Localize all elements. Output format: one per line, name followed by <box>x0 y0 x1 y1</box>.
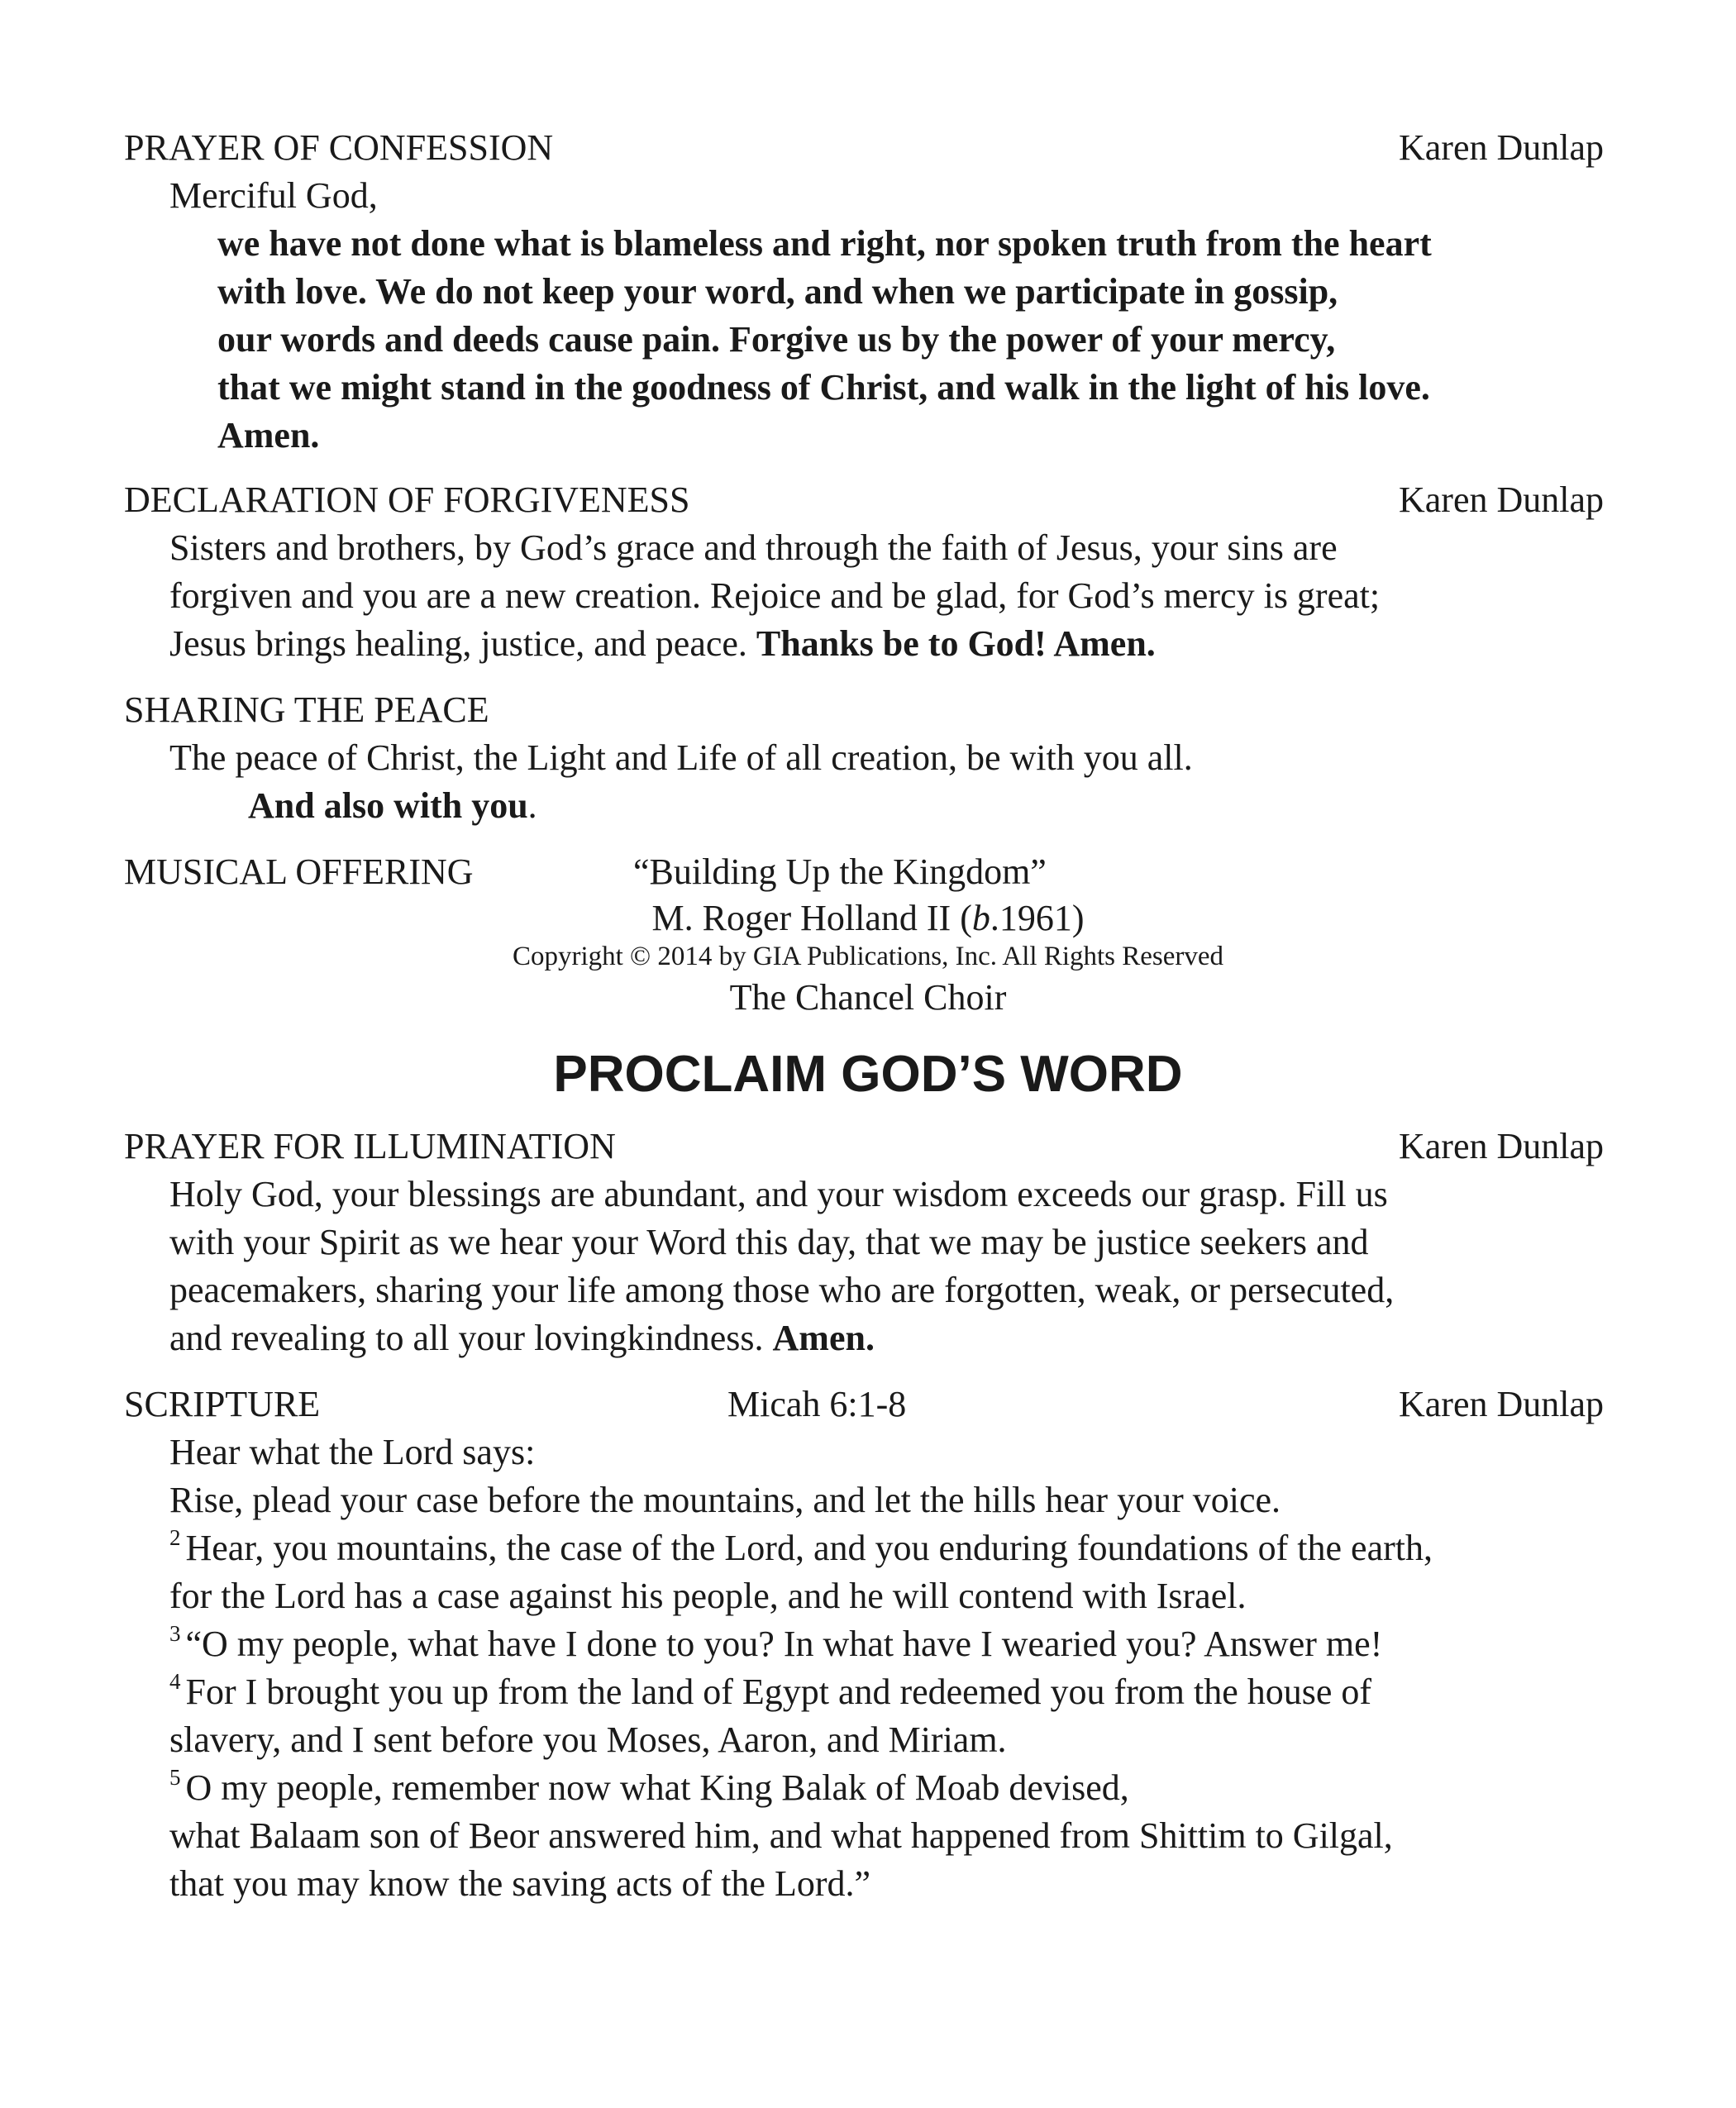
musical-copyright: Copyright © 2014 by GIA Publications, Inc. All Rights Reserved <box>512 942 1224 971</box>
verse-number: 3 <box>169 1621 181 1646</box>
confession-intro: Merciful God, <box>169 175 378 216</box>
musical-heading: MUSICAL OFFERING <box>124 851 474 892</box>
musical-performer: The Chancel Choir <box>729 977 1007 1018</box>
scripture-verse-5 <box>169 1764 1129 1812</box>
scripture-reference: Micah 6:1-8 <box>727 1384 907 1424</box>
verse-text: O my people, remember now what King Balak of Moab devised, <box>185 1767 1129 1808</box>
scripture-verse-5-cont: what Balaam son of Beor answered him, and what happened from Shittim to Gilgal, <box>169 1815 1393 1856</box>
scripture-leader: Karen Dunlap <box>1398 1384 1604 1424</box>
verse-text: “O my people, what have I done to you? In what have I wearied you? Answer me! <box>185 1624 1383 1664</box>
forgiveness-response: Thanks be to God! Amen. <box>756 623 1156 664</box>
section-title: PROCLAIM GOD’S WORD <box>553 1046 1183 1103</box>
forgiveness-leader: Karen Dunlap <box>1398 479 1604 520</box>
verse-number: 5 <box>169 1765 181 1790</box>
scripture-verse-2-cont: for the Lord has a case against his people, and he will contend with Israel. <box>169 1576 1247 1616</box>
verse-text: Hear, you mountains, the case of the Lord, and you enduring foundations of the earth, <box>185 1528 1433 1568</box>
illumination-line: with your Spirit as we hear your Word this day, that we may be justice seekers and <box>169 1222 1369 1262</box>
illumination-line: Holy God, your blessings are abundant, and your wisdom exceeds our grasp. Fill us <box>169 1174 1388 1214</box>
confession-line: our words and deeds cause pain. Forgive us by the power of your mercy, <box>217 319 1336 360</box>
illumination-heading: PRAYER FOR ILLUMINATION <box>124 1126 616 1166</box>
illumination-line: peacemakers, sharing your life among those who are forgotten, weak, or persecuted, <box>169 1270 1395 1310</box>
illumination-last-line <box>169 1314 875 1362</box>
forgiveness-last-line <box>169 620 1156 668</box>
musical-header <box>124 848 1604 896</box>
forgiveness-line: Jesus brings healing, justice, and peace. <box>169 623 747 664</box>
musical-composer <box>0 894 1736 942</box>
forgiveness-line: forgiven and you are a new creation. Rejoice and be glad, for God’s mercy is great; <box>169 575 1381 616</box>
scripture-verse-3 <box>169 1620 1382 1668</box>
confession-line: Amen. <box>217 415 320 455</box>
confession-line: that we might stand in the goodness of Christ, and walk in the light of his love. <box>217 367 1430 408</box>
peace-response-period: . <box>527 785 537 826</box>
scripture-verse-1: Rise, plead your case before the mountains, and let the hills hear your voice. <box>169 1480 1281 1520</box>
forgiveness-line: Sisters and brothers, by God’s grace and through the faith of Jesus, your sins are <box>169 527 1338 568</box>
confession-line: we have not done what is blameless and right, nor spoken truth from the heart <box>217 223 1432 264</box>
composer-name: M. Roger Holland II ( <box>651 898 972 938</box>
peace-response: And also with you <box>248 785 528 826</box>
peace-line: The peace of Christ, the Light and Life of all creation, be with you all. <box>169 737 1193 778</box>
scripture-verse-4 <box>169 1668 1371 1716</box>
confession-line: with love. We do not keep your word, and when we participate in gossip, <box>217 271 1338 312</box>
confession-leader: Karen Dunlap <box>1398 127 1604 168</box>
peace-heading: SHARING THE PEACE <box>124 689 489 730</box>
confession-heading: PRAYER OF CONFESSION <box>124 127 554 168</box>
musical-title: “Building Up the Kingdom” <box>633 851 1047 892</box>
scripture-verse-4-cont: slavery, and I sent before you Moses, Aaron, and Miriam. <box>169 1719 1007 1760</box>
verse-number: 2 <box>169 1525 181 1550</box>
composer-year: .1961) <box>990 898 1085 938</box>
forgiveness-header <box>124 476 1604 524</box>
scripture-verse-5-cont: that you may know the saving acts of the Lord.” <box>169 1863 871 1904</box>
forgiveness-heading: DECLARATION OF FORGIVENESS <box>124 479 690 520</box>
illumination-line: and revealing to all your lovingkindness. <box>169 1318 764 1358</box>
illumination-header <box>124 1123 1604 1171</box>
illumination-response: Amen. <box>772 1318 875 1358</box>
peace-header <box>124 686 1604 734</box>
confession-header <box>124 124 1604 172</box>
illumination-leader: Karen Dunlap <box>1398 1126 1604 1166</box>
scripture-verse-2 <box>169 1524 1433 1572</box>
peace-response-line <box>248 782 537 830</box>
composer-born: b <box>971 898 990 938</box>
verse-number: 4 <box>169 1669 181 1694</box>
scripture-intro: Hear what the Lord says: <box>169 1432 536 1472</box>
scripture-heading: SCRIPTURE <box>124 1384 321 1424</box>
verse-text: For I brought you up from the land of Egypt and redeemed you from the house of <box>185 1672 1372 1712</box>
scripture-header <box>124 1381 1604 1428</box>
